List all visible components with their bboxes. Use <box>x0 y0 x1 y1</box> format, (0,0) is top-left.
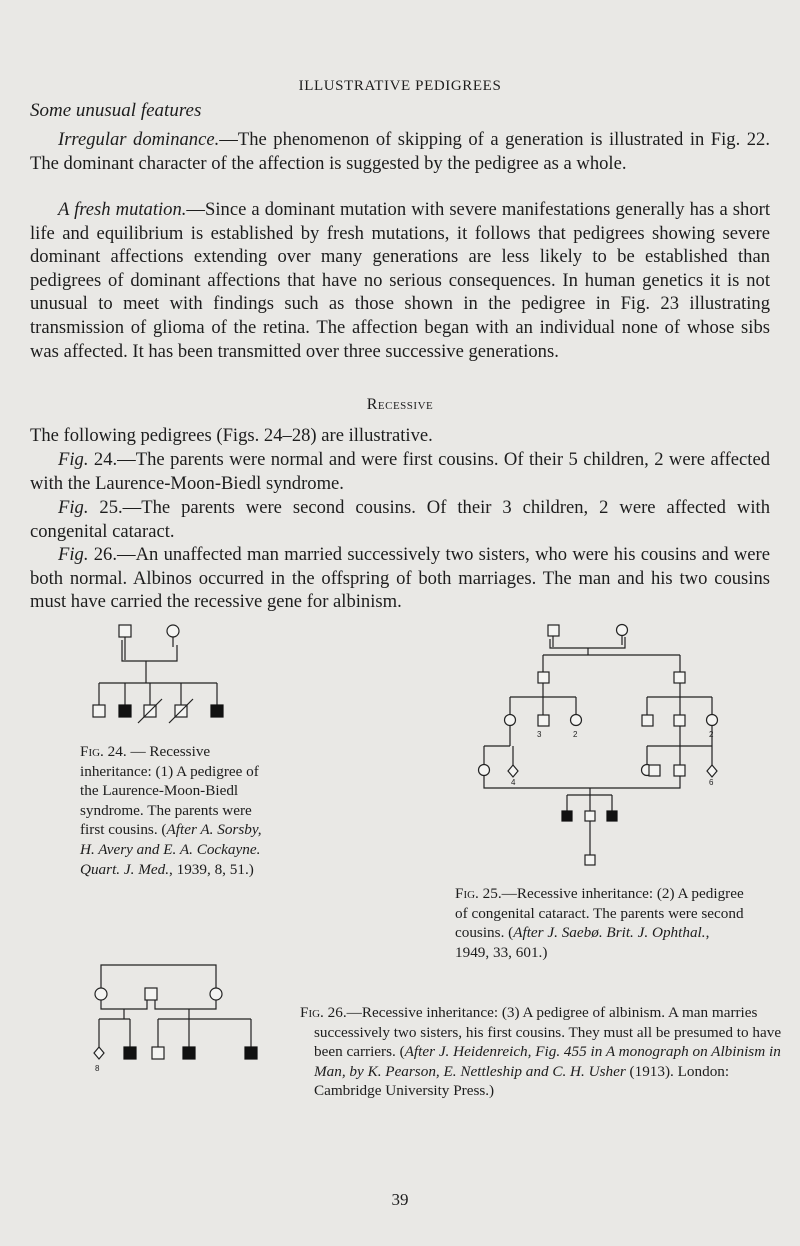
fig25-number: 4 <box>511 778 516 787</box>
fig25-pedigree <box>440 615 740 875</box>
fig25-number: 3 <box>537 730 542 739</box>
fig26-pedigree <box>90 955 280 1085</box>
fig25-number: 6 <box>709 778 714 787</box>
fig25-number: 2 <box>573 730 578 739</box>
paragraph-irregular-dominance: Irregular dominance.—The phenomenon of skipping of a generation is illustrated in Fig. 22. The dominant character of the affection is suggested by the pedigree as a whole. <box>30 129 770 174</box>
paragraph-fig25-description: Fig. 25.—The parents were second cousins. Of their 3 children, 2 were affected with congenital cataract. <box>30 497 770 542</box>
page-number: 39 <box>391 1190 409 1209</box>
pedigree-female-unaffected <box>167 625 179 637</box>
fig24-pedigree <box>80 615 250 730</box>
pedigree-male-unaffected <box>93 705 105 717</box>
fig25-caption: Fig. 25.—Recessive inheritance: (2) A pedigree of congenital cataract. The parents were second cousins. (After J. Saebø. Brit. J. Ophthal., 1949, 33, 601.) <box>455 885 744 961</box>
fig25-number: 2 <box>709 730 714 739</box>
fig26-caption: Fig. 26.—Recessive inheritance: (3) A pedigree of albinism. A man marries successively two sisters, his first cousins. They must all be presumed to have been carriers. (After J. Heidenreich, Fig. 455 in A monograph on Albinism in Man, by K. Pearson, E. Nettleship and C. H. Usher (1913). London: Cambridge University Press.) <box>300 1004 782 1100</box>
running-title: ILLUSTRATIVE PEDIGREES <box>298 78 502 94</box>
paragraph-fig24-description: Fig. 24.—The parents were normal and were first cousins. Of their 5 children, 2 were affected with the Laurence-Moon-Biedl syndrome. <box>30 449 770 494</box>
paragraph-fresh-mutation: A fresh mutation.—Since a dominant mutation with severe manifestations generally has a short life and equilibrium is established by fresh mutations, it follows that pedigrees showing severe dominant affections extending over many generations are less likely to be established than pedigrees of dominant affections that have no serious consequences. In human genetics it is not unusual to meet with findings such as those shown in the pedigree in Fig. 23 illustrating transmission of glioma of the retina. The affection began with an individual none of whose sibs was affected. It has been transmitted over three successive generations. <box>30 199 770 362</box>
paragraph-fig26-description: Fig. 26.—An unaffected man married successively two sisters, who were his cousins and were both normal. Albinos occurred in the offspring of both marriages. The man and his two cousins must have carried the recessive gene for albinism. <box>30 544 770 613</box>
fig24-caption: Fig. 24. — Recessive inheritance: (1) A pedigree of the Laurence-Moon-Biedl syndrome. The parents were first cousins. (After A. Sorsby, H. Avery and E. A. Cockayne. Quart. J. Med., 1939, 8, 51.) <box>80 743 262 878</box>
pedigree-male-affected <box>119 705 131 717</box>
paragraph-recessive-intro: The following pedigrees (Figs. 24–28) are illustrative. <box>30 425 433 446</box>
fig26-number: 8 <box>95 1064 100 1073</box>
section-heading-recessive: Recessive <box>366 396 434 413</box>
section-heading-unusual-features: Some unusual features <box>30 100 202 121</box>
pedigree-male-affected <box>211 705 223 717</box>
pedigree-male-unaffected <box>119 625 131 637</box>
